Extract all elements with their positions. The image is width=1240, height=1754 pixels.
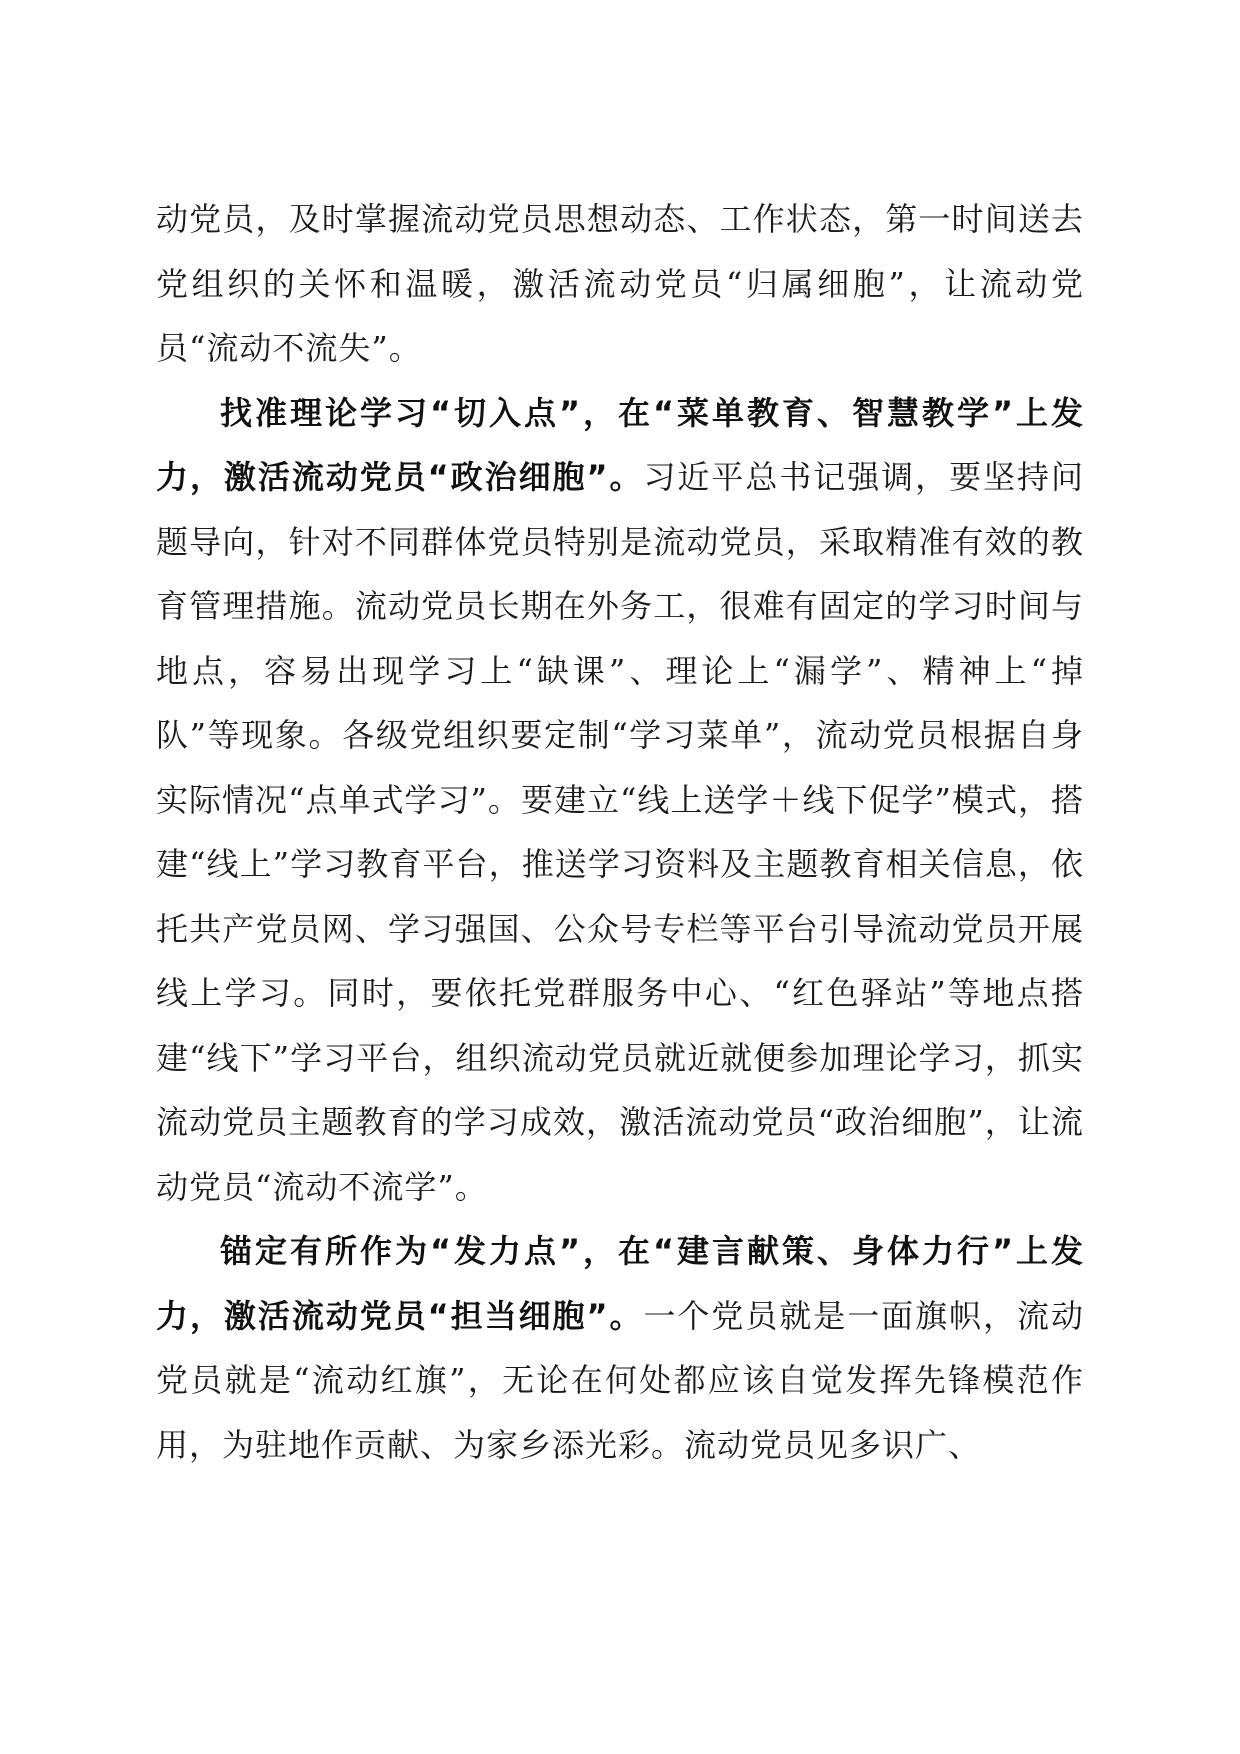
paragraph-body-text: 动党员，及时掌握流动党员思想动态、工作状态，第一时间送去党组织的关怀和温暖，激活流动党员“归属细胞”，让流动党员“流动不流失”。 xyxy=(156,200,1084,367)
paragraph-continuation xyxy=(156,187,1084,381)
paragraph-theory-study xyxy=(156,381,1084,1220)
paragraph-taking-action xyxy=(156,1219,1084,1477)
paragraph-lead-heading: 锚定有所作为“发力点”，在“建言献策、身体力行”上发力，激活流动党员“担当细胞”。 xyxy=(156,1232,1084,1335)
paragraph-body-text: 习近平总书记强调，要坚持问题导向，针对不同群体党员特别是流动党员，采取精准有效的教育管理措施。流动党员长期在外务工，很难有固定的学习时间与地点，容易出现学习上“缺课”、理论上“漏学”、精神上“掉队”等现象。各级党组织要定制“学习菜单”，流动党员根据自身实际情况“点单式学习”。要建立“线上送学＋线下促学”模式，搭建“线上”学习教育平台，推送学习资料及主题教育相关信息，依托共产党员网、学习强国、公众号专栏等平台引导流动党员开展线上学习。同时，要依托党群服务中心、“红色驿站”等地点搭建“线下”学习平台，组织流动党员就近就便参加理论学习，抓实流动党员主题教育的学习成效，激活流动党员“政治细胞”，让流动党员“流动不流学”。 xyxy=(156,458,1084,1206)
paragraph-lead-heading: 找准理论学习“切入点”，在“菜单教育、智慧教学”上发力，激活流动党员“政治细胞”。 xyxy=(156,393,1084,496)
document-body xyxy=(156,187,1084,1477)
paragraph-body-text: 一个党员就是一面旗帜，流动党员就是“流动红旗”，无论在何处都应该自觉发挥先锋模范作用，为驻地作贡献、为家乡添光彩。流动党员见多识广、 xyxy=(156,1296,1084,1464)
